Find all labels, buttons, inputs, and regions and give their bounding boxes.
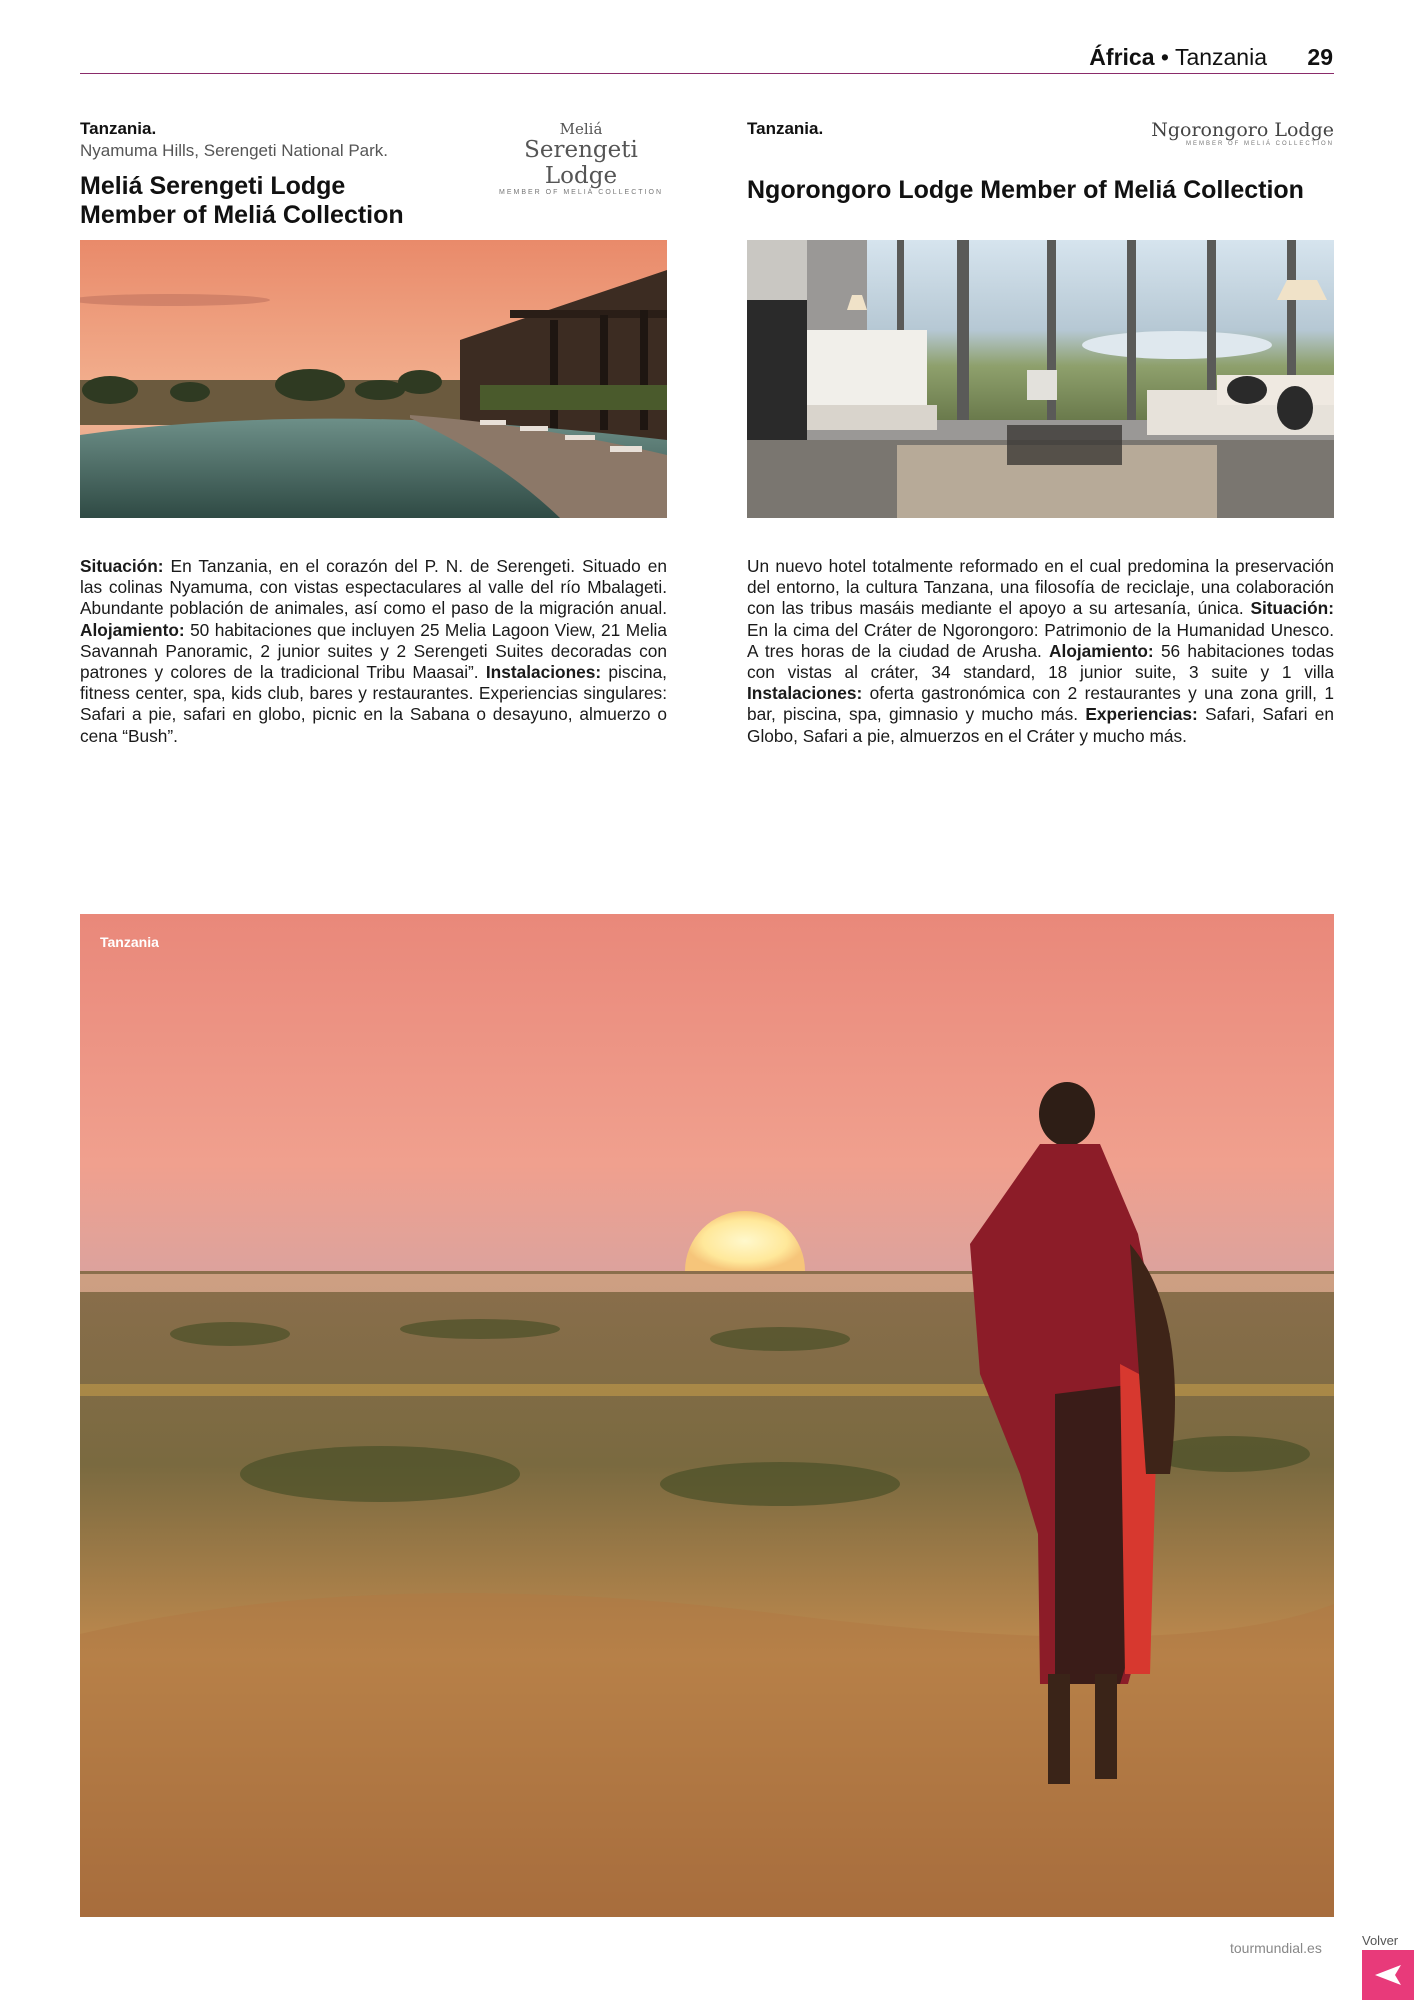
- hotel1-desc-1-text: 50 habitaciones que incluyen 25 Melia Lagoon View, 21 Melia Savannah Panoramic, 2 junior suites y 2 Serengeti Suites decoradas con patrones y colores de la tradicional Tribu Maasai”.: [80, 619, 667, 683]
- hotel1-description: [80, 556, 667, 747]
- page-header: [1089, 44, 1333, 71]
- hotel1-photo: [80, 240, 667, 518]
- hotel1-logo-sub: MEMBER OF MELIÁ COLLECTION: [498, 189, 664, 196]
- hotel2-desc-4-label: Experiencias:: [1085, 704, 1198, 725]
- hotel1-location: Tanzania.: [80, 119, 157, 138]
- hotel2-logo-sub: MEMBER OF MELIÁ COLLECTION: [1185, 141, 1334, 147]
- hotel1-title-line1: Meliá Serengeti Lodge: [80, 172, 346, 200]
- hotel2-title: Ngorongoro Lodge Member of Meliá Collection: [747, 176, 1304, 204]
- hotel2-desc-1-label: Situación:: [1250, 598, 1334, 619]
- hotel2-location: Tanzania.: [747, 119, 824, 138]
- header-separator: •: [1160, 44, 1169, 70]
- hotel2-desc-3-label: Instalaciones:: [747, 683, 863, 704]
- hotel2-desc-2-text: 56 habitaciones todas con vistas al cráter, 34 standard, 18 junior suite, 3 suite y 1 villa: [747, 640, 1334, 683]
- hotel1-desc-2-label: Instalaciones:: [485, 662, 602, 683]
- hotel1-logo-main: Serengeti Lodge: [524, 137, 638, 189]
- volver-label: Volver: [1362, 1933, 1399, 1948]
- hotel1-desc-1-label: Alojamiento:: [80, 619, 185, 640]
- hotel1-title: [80, 172, 404, 230]
- volver-button[interactable]: [1362, 1950, 1414, 2000]
- photo-location-tag: Tanzania: [100, 934, 159, 950]
- hotel1-desc-2-text: piscina, fitness center, spa, kids club, bares y restaurantes. Experiencias singulares: Safari a pie, safari en globo, picnic en la Sabana o desayuno, almuerzo o cena “Bush”.: [80, 662, 667, 746]
- hotel2-desc-4-text: Safari, Safari en Globo, Safari a pie, almuerzos en el Cráter y mucho más.: [747, 704, 1335, 746]
- header-divider: [80, 73, 1334, 74]
- hotel2-desc-3-text: oferta gastronómica con 2 restaurantes y una zona grill, 1 bar, piscina, spa, gimnasio y mucho más.: [747, 683, 1334, 725]
- back-arrow-icon: [1373, 1963, 1403, 1987]
- hotel1-logo-top: Meliá: [559, 120, 603, 138]
- page-number: 29: [1307, 44, 1333, 70]
- hotel2-logo-main: Ngorongoro Lodge: [1151, 119, 1334, 141]
- hotel1-desc-0-label: Situación:: [80, 556, 164, 576]
- hotel2-desc-1-text: En la cima del Cráter de Ngorongoro: Patrimonio de la Humanidad Unesco. A tres horas de la ciudad de Arusha.: [747, 619, 1334, 661]
- header-country: Tanzania: [1174, 44, 1268, 70]
- hotel2-desc-2-label: Alojamiento:: [1049, 640, 1154, 661]
- footer-site: tourmundial.es: [1230, 1940, 1322, 1956]
- hotel2-logo: [1146, 119, 1334, 147]
- hotel2-desc-0-text: Un nuevo hotel totalmente reformado en el cual predomina la preservación del entorno, la cultura Tanzana, una filosofía de reciclaje, una colaboración con las tribus masáis mediante el apoyo a su artesanía, única.: [747, 556, 1334, 619]
- hotel1-desc-0-text: En Tanzania, en el corazón del P. N. de Serengeti. Situado en las colinas Nyamuma, con vistas espectaculares al valle del río Mbalageti. Abundante población de animales, así como el paso de la migración anual.: [80, 556, 667, 619]
- hotel2-photo: [747, 240, 1334, 518]
- hotel1-address: Nyamuma Hills, Serengeti National Park.: [80, 141, 389, 160]
- header-region: África: [1089, 44, 1155, 70]
- hotel1-title-line2: Member of Meliá Collection: [80, 201, 404, 229]
- hotel1-logo: [488, 121, 674, 196]
- hotel2-description: [747, 556, 1334, 747]
- sunset-maasai-photo: [80, 914, 1334, 1917]
